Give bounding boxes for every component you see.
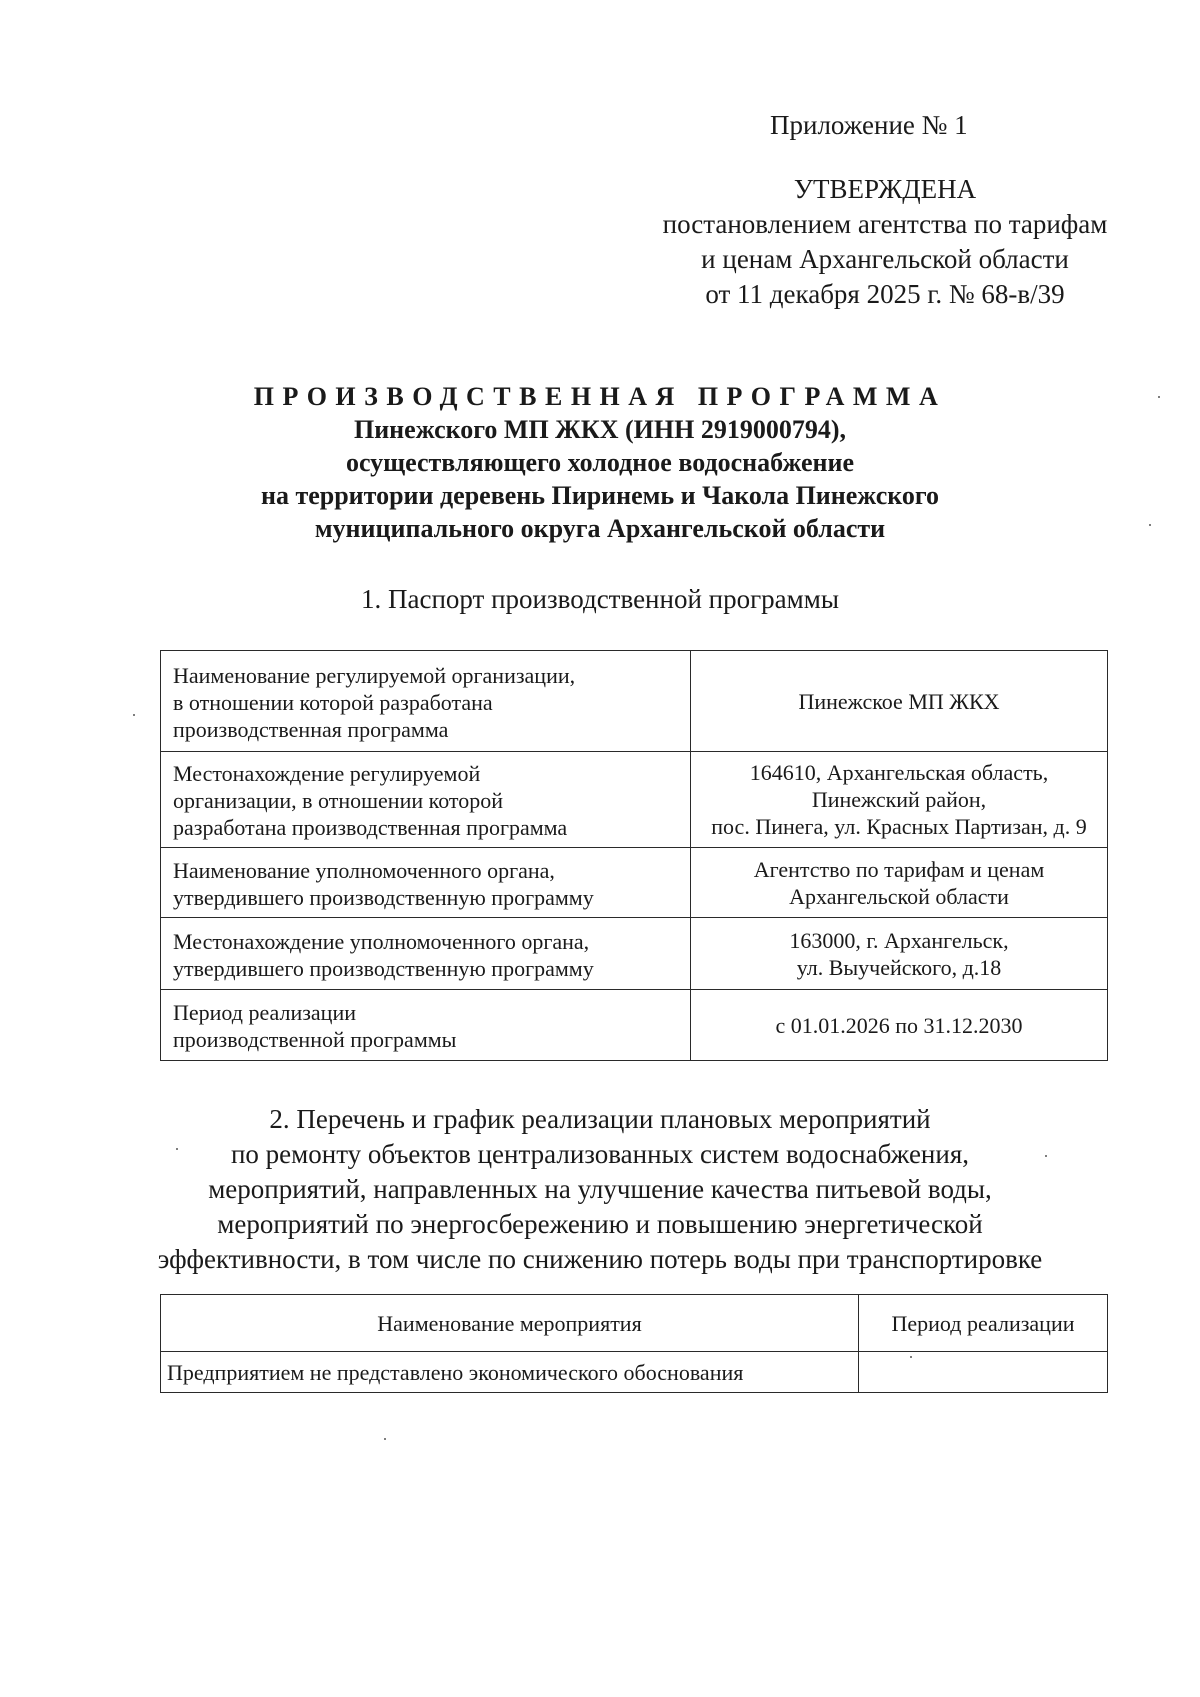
table-row (161, 990, 1108, 1061)
scan-speck (384, 1438, 386, 1440)
table-row (161, 918, 1108, 990)
section2-heading (120, 1102, 1080, 1277)
title-heading: ПРОИЗВОДСТВЕННАЯ ПРОГРАММА (253, 382, 947, 411)
cell-line: Наименование регулируемой организации, (173, 662, 576, 688)
section2-heading-line: мероприятий по энергосбережению и повышению энергетической (217, 1209, 983, 1239)
passport-label-cell (161, 990, 691, 1061)
cell-line: производственной программы (173, 1027, 457, 1052)
cell-line: Пинежский район, (811, 787, 987, 812)
events-table (160, 1294, 1108, 1393)
passport-label-cell (161, 752, 691, 848)
table-header-row (161, 1295, 1108, 1352)
column-header-period: Период реализации (859, 1295, 1108, 1352)
scan-speck (1149, 524, 1151, 526)
scan-speck (1158, 396, 1160, 398)
cell-line: разработана производственная программа (173, 815, 568, 840)
title-line: осуществляющего холодное водоснабжение (345, 448, 855, 477)
passport-label-cell (161, 651, 691, 752)
passport-table (160, 650, 1108, 1061)
table-row (161, 651, 1108, 752)
section2-heading-line: 2. Перечень и график реализации плановых мероприятий (269, 1104, 931, 1134)
approval-line: и ценам Архангельской области (701, 244, 1069, 274)
title-line: на территории деревень Пиринемь и Чакола Пинежского (260, 481, 940, 510)
cell-line: Местонахождение уполномоченного органа, (173, 928, 590, 954)
cell-line: пос. Пинега, ул. Красных Партизан, д. 9 (711, 814, 1087, 839)
section2-heading-line: мероприятий, направленных на улучшение качества питьевой воды, (208, 1174, 992, 1204)
event-name-cell: Предприятием не представлено экономического обоснования (161, 1352, 859, 1393)
cell-line: Наименование уполномоченного органа, (173, 857, 555, 883)
document-title (120, 380, 1080, 545)
cell-line: ул. Выучейского, д.18 (796, 954, 1002, 980)
scan-speck (133, 714, 135, 716)
cell-line: с 01.01.2026 по 31.12.2030 (775, 1012, 1023, 1038)
cell-line: утвердившего производственную программу (173, 955, 594, 981)
passport-label-cell (161, 918, 691, 990)
passport-value-cell (691, 848, 1108, 918)
event-period-cell (859, 1352, 1108, 1393)
cell-line: Пинежское МП ЖКХ (798, 688, 1000, 714)
title-line: Пинежского МП ЖКХ (ИНН 2919000794), (353, 415, 847, 444)
passport-value-cell (691, 651, 1108, 752)
cell-line: Архангельской области (789, 883, 1009, 909)
passport-value-cell (691, 990, 1108, 1061)
title-line: муниципального округа Архангельской области (314, 514, 886, 543)
passport-label-cell (161, 848, 691, 918)
approval-date: от 11 декабря 2025 г. № 68-в/39 (705, 279, 1065, 309)
table-row (161, 752, 1108, 848)
cell-line: Местонахождение регулируемой (173, 761, 481, 786)
cell-line: в отношении которой разработана (173, 689, 493, 715)
cell-line: утвердившего производственную программу (173, 884, 594, 910)
approval-status: УТВЕРЖДЕНА (793, 174, 977, 204)
section2-heading-line: эффективности, в том числе по снижению потерь воды при транспортировке (157, 1244, 1043, 1274)
appendix-number: Приложение № 1 (770, 110, 968, 140)
approval-line: постановлением агентства по тарифам (662, 209, 1108, 239)
cell-line: производственная программа (173, 716, 449, 742)
table-row (161, 1352, 1108, 1393)
section1-heading: 1. Паспорт производственной программы (361, 584, 839, 614)
cell-line: 164610, Архангельская область, (749, 760, 1049, 785)
column-header-name: Наименование мероприятия (161, 1295, 859, 1352)
passport-value-cell (691, 918, 1108, 990)
passport-value-cell (691, 752, 1108, 848)
scan-speck (910, 1356, 912, 1358)
cell-line: Агентство по тарифам и ценам (753, 856, 1045, 882)
table-row (161, 848, 1108, 918)
section2-heading-line: по ремонту объектов централизованных систем водоснабжения, (230, 1139, 970, 1169)
scan-speck (176, 1148, 178, 1150)
cell-line: Период реализации (173, 1000, 357, 1025)
scan-speck (1045, 1155, 1047, 1157)
cell-line: 163000, г. Архангельск, (789, 927, 1009, 953)
cell-line: организации, в отношении которой (173, 788, 503, 813)
approval-stamp (600, 172, 1170, 312)
